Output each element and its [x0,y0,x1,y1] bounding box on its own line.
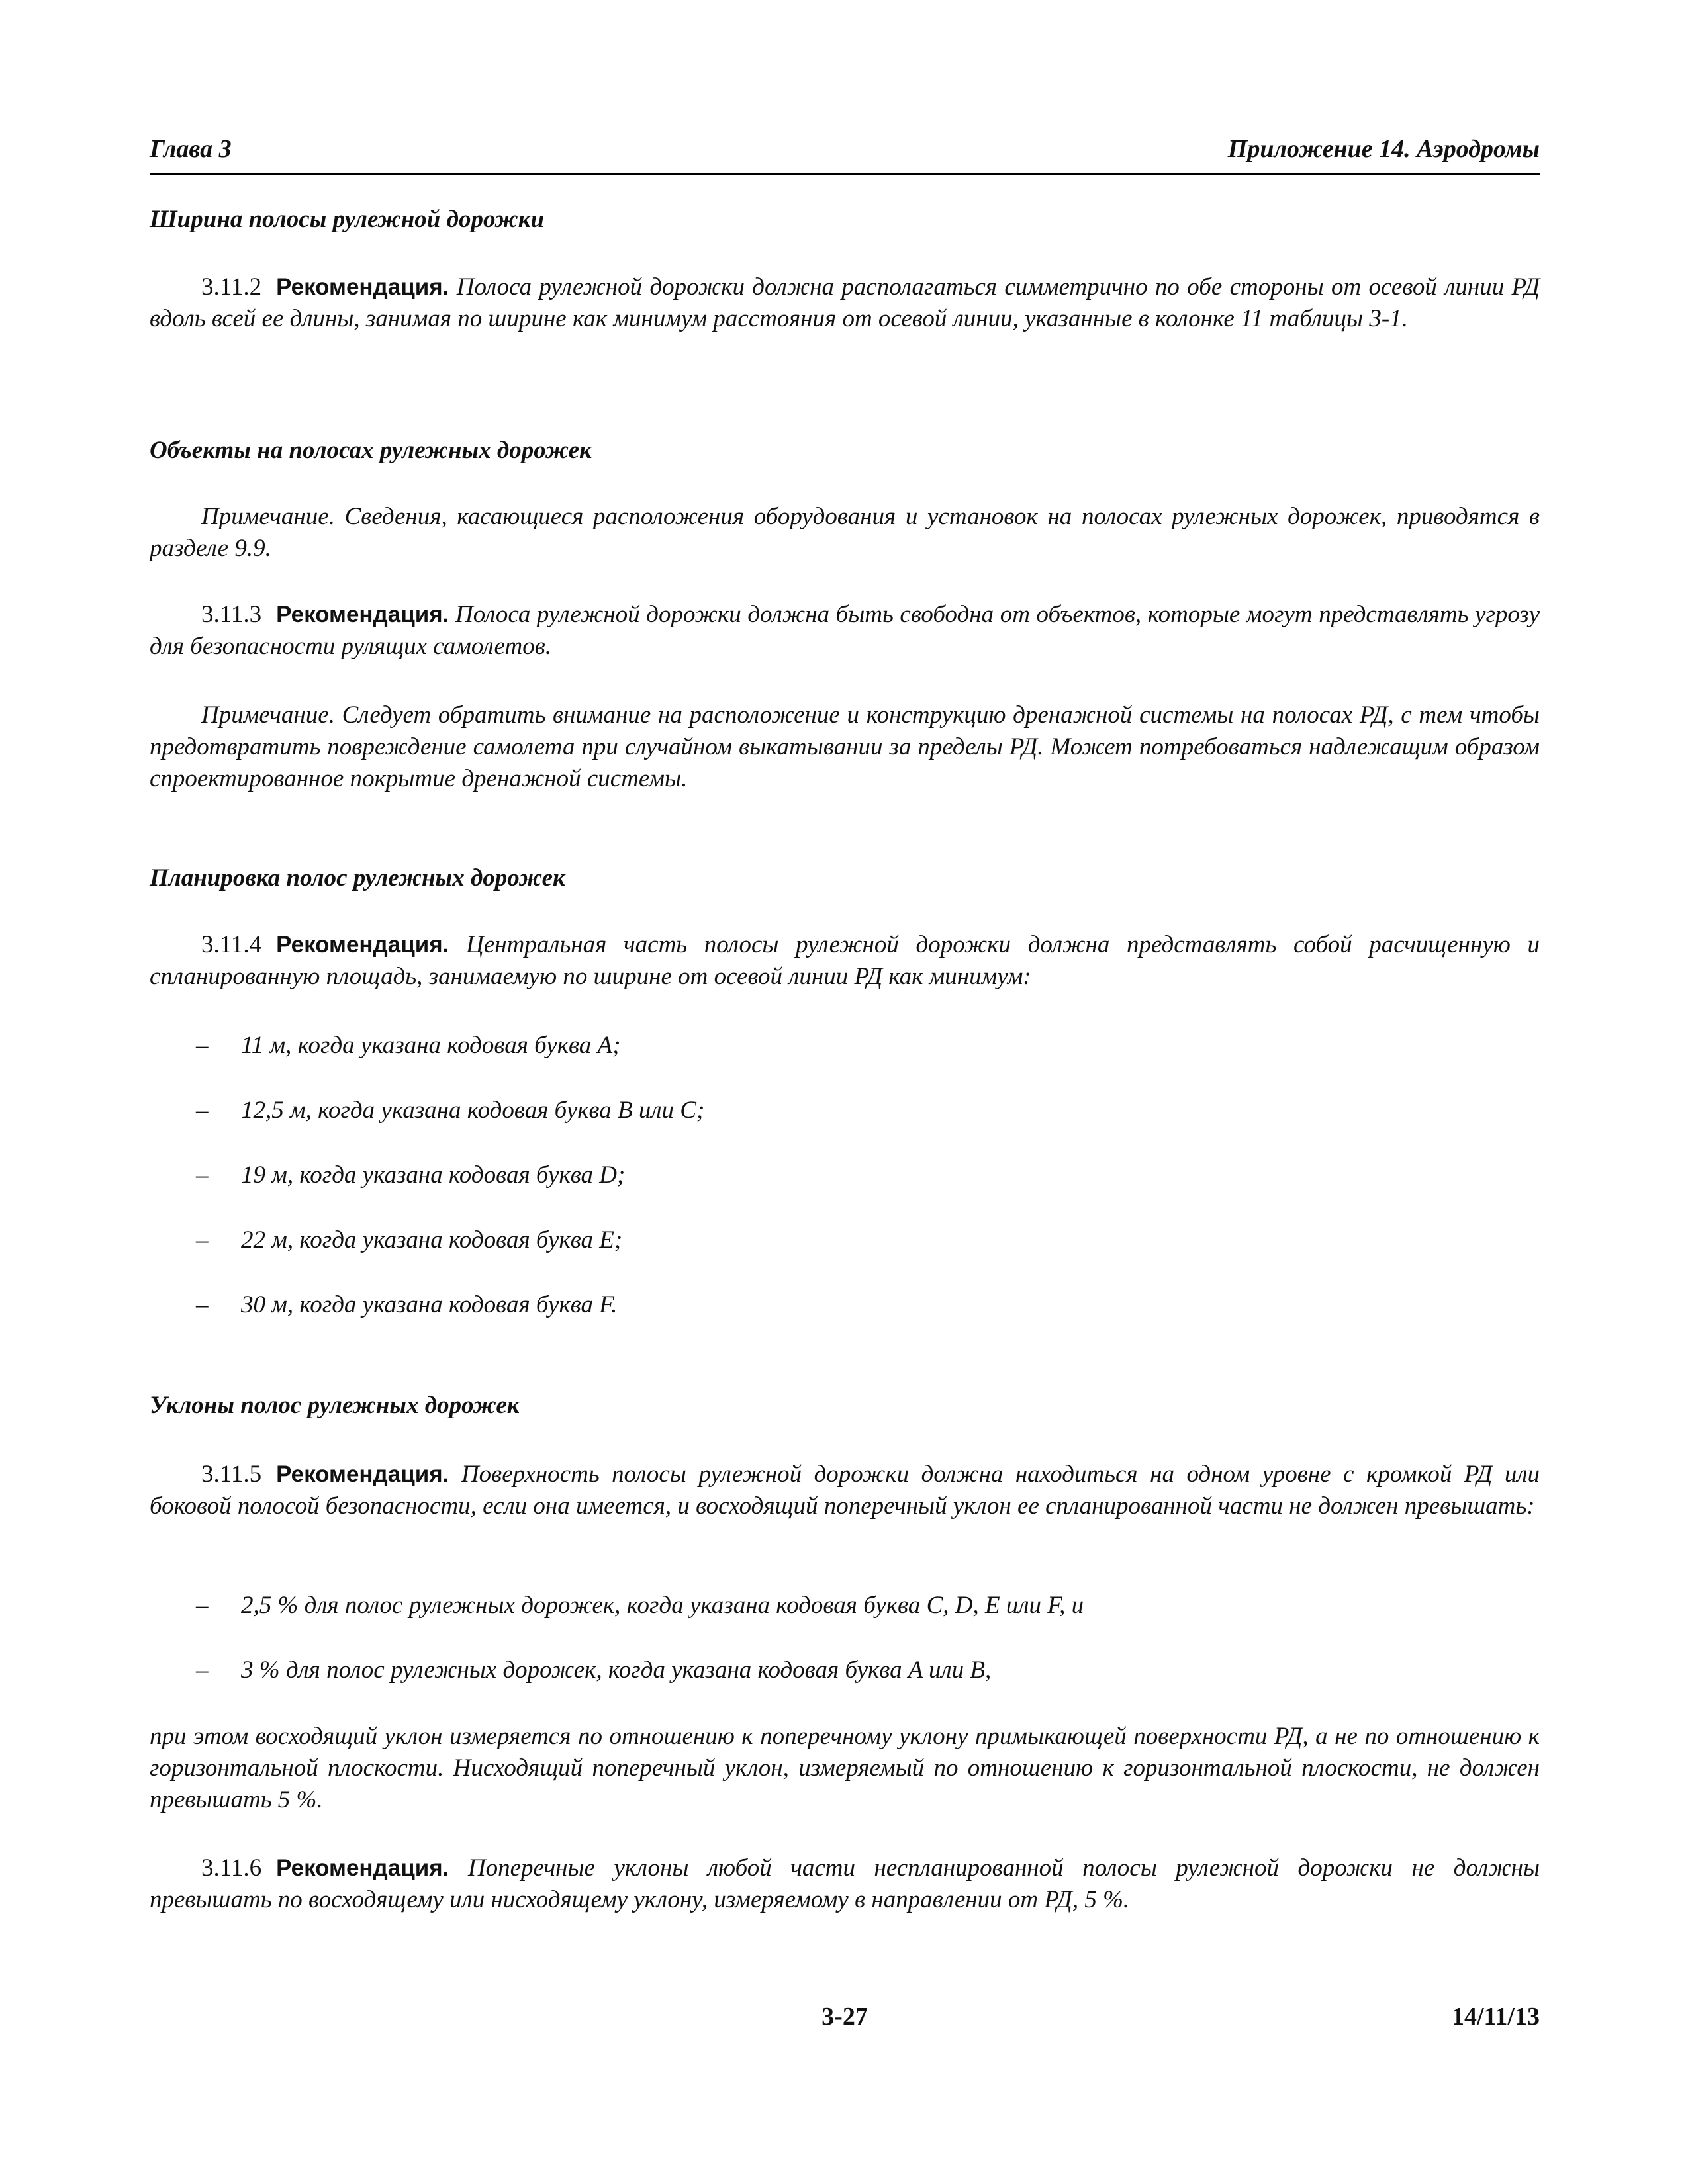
dash-marker: – [196,1291,209,1318]
list-item: – 19 м, когда указана кодовая буква D; [150,1160,625,1191]
paragraph-text: Полоса рулежной дорожки должна быть свободна от объектов, которые могут представлять угрозу для безопасности рулящих самолетов. [150,601,1540,660]
recommendation-label: Рекомендация. [276,602,449,627]
section-heading-objects: Объекты на полосах рулежных дорожек [150,437,592,464]
recommendation-label: Рекомендация. [276,1855,449,1881]
recommendation-label: Рекомендация. [276,274,449,300]
recommendation-label: Рекомендация. [276,1461,449,1487]
dash-marker: – [196,1226,209,1253]
page-number: 3-27 [821,2003,868,2030]
recommendation-label: Рекомендация. [276,932,449,958]
dash-marker: – [196,1032,209,1059]
paragraph-number: 3.11.4 [201,931,262,958]
paragraph-3-11-5 [150,1459,1540,1522]
page-date: 14/11/13 [1451,2003,1540,2030]
paragraph-text: Поверхность полосы рулежной дорожки должна находиться на одном уровне с кромкой РД или боковой полосой безопасности, если она имеется, и восходящий поперечный уклон ее спланированной части не должен превышать: [150,1461,1540,1520]
dash-marker: – [196,1657,209,1684]
list-item: – 12,5 м, когда указана кодовая буква B или C; [150,1095,704,1126]
paragraph-text: Поперечные уклоны любой части неспланированной полосы рулежной дорожки не должны превышать по восходящему или нисходящему уклону, измеряемому в направлении от РД, 5 %. [150,1854,1540,1913]
dash-marker: – [196,1592,209,1619]
paragraph-3-11-4 [150,929,1540,993]
dash-marker: – [196,1161,209,1189]
note-equipment: Примечание. Сведения, касающиеся расположения оборудования и установок на полосах рулежных дорожек, приводятся в разделе 9.9. [150,503,1540,562]
list-item: – 30 м, когда указана кодовая буква F. [150,1289,617,1321]
paragraph-text: Полоса рулежной дорожки должна располагаться симметрично по обе стороны от осевой линии РД вдоль всей ее длины, занимая по ширине как минимум расстояния от осевой линии, указанные в колонке 11 таблицы 3-1. [150,273,1540,332]
document-page [150,0,1540,2184]
list-item: – 3 % для полос рулежных дорожек, когда указана кодовая буква A или B, [150,1655,991,1686]
paragraph-number: 3.11.6 [201,1854,262,1882]
list-item: – 2,5 % для полос рулежных дорожек, когда указана кодовая буква C, D, E или F, и [150,1590,1084,1621]
list-item: – 22 м, когда указана кодовая буква E; [150,1224,622,1256]
paragraph-3-11-2 [150,271,1540,335]
paragraph-text: Центральная часть полосы рулежной дорожки должна представлять собой расчищенную и спланированную площадь, занимаемую по ширине от осевой линии РД как минимум: [150,931,1540,990]
dash-marker: – [196,1097,209,1124]
paragraph-3-11-3 [150,599,1540,662]
note-drainage: Примечание. Следует обратить внимание на расположение и конструкцию дренажной системы на полосах РД, с тем чтобы предотвратить повреждение самолета при случайном выкатывании за пределы РД. Может потребоваться надлежащим образом спроектированное покрытие дренажной системы. [150,702,1540,792]
paragraph-3-11-5-continuation: при этом восходящий уклон измеряется по отношению к поперечному уклону примыкающей поверхности РД, а не по отношению к горизонтальной плоскости. Нисходящий поперечный уклон, измеряемый по отношению к горизонтальной плоскости, не должен превышать 5 %. [150,1723,1540,1813]
paragraph-3-11-6 [150,1852,1540,1916]
chapter-label: Глава 3 [150,135,232,163]
section-heading-strip-width: Ширина полосы рулежной дорожки [150,206,545,233]
section-heading-grading: Планировка полос рулежных дорожек [150,864,565,891]
paragraph-number: 3.11.3 [201,601,262,628]
page-header [150,134,1540,175]
section-heading-slopes: Уклоны полос рулежных дорожек [150,1392,520,1419]
paragraph-number: 3.11.5 [201,1461,262,1488]
paragraph-number: 3.11.2 [201,273,262,300]
annex-title: Приложение 14. Аэродромы [1227,135,1540,163]
list-item: – 11 м, когда указана кодовая буква A; [150,1030,620,1062]
